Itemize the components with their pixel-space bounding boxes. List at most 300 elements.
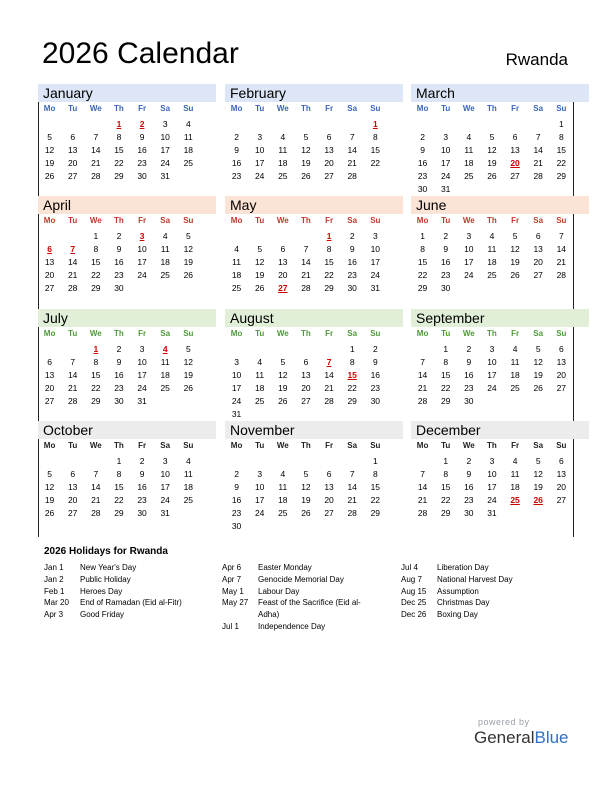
day-cell: 20 bbox=[278, 270, 288, 280]
weekday-label: We bbox=[89, 329, 102, 338]
day-cell: 12 bbox=[183, 357, 194, 367]
weekday-header bbox=[225, 214, 403, 228]
weekday-label: Mo bbox=[230, 329, 243, 338]
empty-cell bbox=[294, 343, 317, 356]
day-cell: 18 bbox=[510, 370, 520, 380]
weekday-label: Tu bbox=[255, 441, 265, 450]
day-cell: 31 bbox=[231, 409, 242, 419]
day-cell: 17 bbox=[231, 383, 242, 393]
holiday-day-cell: 4 bbox=[162, 344, 168, 354]
day-cell: 23 bbox=[347, 270, 357, 280]
day-cell: 25 bbox=[464, 171, 474, 181]
day-cell: 5 bbox=[535, 456, 541, 466]
day-cell: 6 bbox=[558, 344, 564, 354]
month-name: December bbox=[411, 421, 589, 439]
day-cell: 20 bbox=[67, 158, 78, 168]
day-cell: 17 bbox=[160, 145, 170, 155]
brand-blue: Blue bbox=[534, 728, 569, 747]
weekday-label: Su bbox=[183, 441, 194, 450]
weekday-label: Tu bbox=[441, 441, 451, 450]
day-cell: 9 bbox=[466, 469, 472, 479]
day-cell: 5 bbox=[535, 344, 541, 354]
day-cell: 7 bbox=[420, 469, 425, 479]
brand-general: General bbox=[474, 728, 535, 747]
day-cell: 18 bbox=[183, 482, 194, 492]
weekday-label: Su bbox=[556, 216, 567, 225]
day-cell: 24 bbox=[487, 495, 497, 505]
day-cell: 22 bbox=[417, 270, 428, 280]
day-cell: 16 bbox=[114, 257, 124, 267]
day-cell: 7 bbox=[535, 132, 541, 142]
day-cell: 2 bbox=[139, 456, 145, 466]
empty-cell bbox=[411, 343, 434, 356]
empty-cell bbox=[38, 343, 61, 356]
holiday-date: Dec 26 bbox=[401, 610, 427, 620]
day-cell: 15 bbox=[91, 257, 101, 267]
day-cell: 18 bbox=[183, 145, 194, 155]
weekday-label: Th bbox=[114, 216, 124, 225]
day-cell: 18 bbox=[487, 257, 497, 267]
day-cell: 22 bbox=[324, 270, 334, 280]
weekday-label: We bbox=[276, 441, 289, 450]
day-cell: 14 bbox=[556, 244, 567, 254]
weekday-label: Sa bbox=[347, 104, 358, 113]
day-cell: 21 bbox=[417, 495, 428, 505]
day-cell: 31 bbox=[370, 283, 381, 293]
day-cell: 23 bbox=[370, 383, 381, 393]
day-cell: 4 bbox=[512, 456, 518, 466]
day-cell: 30 bbox=[347, 283, 357, 293]
day-cell: 6 bbox=[326, 469, 332, 479]
month-may bbox=[225, 196, 403, 308]
day-cell: 27 bbox=[556, 495, 567, 505]
holiday-day-cell: 15 bbox=[347, 370, 357, 380]
day-cell: 9 bbox=[139, 469, 145, 479]
day-cell: 29 bbox=[440, 396, 451, 406]
day-cell: 22 bbox=[440, 383, 451, 393]
day-cell: 2 bbox=[443, 231, 449, 241]
day-cell: 29 bbox=[114, 171, 124, 181]
day-cell: 13 bbox=[324, 145, 334, 155]
day-cell: 20 bbox=[44, 383, 55, 393]
day-cell: 28 bbox=[417, 396, 428, 406]
day-cell: 7 bbox=[349, 469, 355, 479]
day-cell: 18 bbox=[231, 270, 242, 280]
weekday-label: Sa bbox=[533, 329, 544, 338]
day-cell: 11 bbox=[183, 469, 193, 479]
weekday-label: Fr bbox=[138, 104, 147, 113]
day-cell: 1 bbox=[420, 231, 425, 241]
holiday-row bbox=[222, 574, 378, 586]
holiday-day-cell: 25 bbox=[510, 495, 520, 505]
day-cell: 17 bbox=[254, 495, 265, 505]
holiday-day-cell: 20 bbox=[510, 158, 520, 168]
day-cell: 2 bbox=[234, 132, 239, 142]
day-cell: 21 bbox=[347, 158, 357, 168]
day-cell: 11 bbox=[255, 370, 265, 380]
day-cell: 5 bbox=[489, 132, 495, 142]
day-cell: 8 bbox=[93, 357, 99, 367]
day-cell: 21 bbox=[347, 495, 357, 505]
day-cell: 25 bbox=[254, 396, 265, 406]
empty-cell bbox=[341, 455, 364, 468]
weekday-header bbox=[411, 439, 589, 453]
day-cell: 20 bbox=[44, 270, 55, 280]
day-cell: 22 bbox=[556, 158, 567, 168]
day-cell: 8 bbox=[372, 132, 378, 142]
day-cell: 30 bbox=[137, 171, 147, 181]
weekday-label: Th bbox=[114, 104, 124, 113]
day-cell: 8 bbox=[372, 469, 378, 479]
day-cell: 10 bbox=[231, 370, 242, 380]
day-cell: 2 bbox=[466, 456, 472, 466]
day-cell: 8 bbox=[326, 244, 332, 254]
day-cell: 4 bbox=[489, 231, 495, 241]
day-cell: 23 bbox=[417, 171, 428, 181]
day-cell: 11 bbox=[487, 244, 497, 254]
day-cell: 30 bbox=[464, 396, 474, 406]
day-cell: 16 bbox=[417, 158, 428, 168]
weekday-label: Sa bbox=[533, 104, 544, 113]
holiday-row bbox=[222, 562, 378, 574]
month-november bbox=[225, 421, 403, 533]
empty-cell bbox=[225, 230, 248, 243]
day-grid bbox=[225, 343, 403, 421]
day-cell: 24 bbox=[254, 508, 265, 518]
weekday-header bbox=[38, 327, 216, 341]
day-cell: 19 bbox=[278, 383, 288, 393]
holiday-date: Jan 2 bbox=[44, 574, 64, 584]
day-cell: 18 bbox=[254, 383, 265, 393]
day-cell: 29 bbox=[347, 396, 357, 406]
empty-cell bbox=[271, 455, 294, 468]
day-cell: 8 bbox=[443, 469, 449, 479]
day-cell: 16 bbox=[440, 257, 451, 267]
day-cell: 26 bbox=[44, 171, 55, 181]
day-cell: 25 bbox=[160, 383, 170, 393]
day-cell: 5 bbox=[303, 132, 309, 142]
holiday-row bbox=[401, 597, 557, 609]
holiday-row bbox=[44, 586, 200, 598]
day-cell: 24 bbox=[137, 270, 147, 280]
holiday-date: May 27 bbox=[222, 598, 249, 608]
holiday-date: Jul 4 bbox=[401, 563, 418, 572]
weekday-label: Sa bbox=[533, 216, 544, 225]
weekday-header bbox=[38, 102, 216, 116]
day-cell: 5 bbox=[303, 469, 309, 479]
day-cell: 21 bbox=[324, 383, 334, 393]
day-cell: 14 bbox=[301, 257, 311, 267]
holiday-day-cell: 7 bbox=[326, 357, 332, 367]
day-cell: 7 bbox=[349, 132, 355, 142]
weekday-header bbox=[411, 327, 589, 341]
day-cell: 7 bbox=[303, 244, 309, 254]
day-cell: 27 bbox=[67, 171, 78, 181]
weekday-label: Sa bbox=[533, 441, 544, 450]
country-name: Rwanda bbox=[505, 50, 568, 69]
holiday-date: Apr 7 bbox=[222, 574, 242, 584]
day-cell: 23 bbox=[114, 383, 124, 393]
month-july bbox=[38, 309, 216, 421]
day-cell: 13 bbox=[44, 257, 55, 267]
empty-cell bbox=[84, 118, 107, 131]
weekday-label: Su bbox=[370, 329, 381, 338]
day-cell: 6 bbox=[326, 132, 332, 142]
day-cell: 24 bbox=[160, 495, 170, 505]
month-name: April bbox=[38, 196, 216, 214]
day-grid bbox=[411, 343, 589, 408]
day-cell: 26 bbox=[533, 383, 543, 393]
day-cell: 19 bbox=[44, 158, 55, 168]
day-cell: 25 bbox=[487, 270, 497, 280]
day-cell: 22 bbox=[370, 495, 381, 505]
day-cell: 14 bbox=[67, 370, 78, 380]
holiday-name: New Year's Day bbox=[80, 563, 137, 572]
day-cell: 17 bbox=[137, 257, 147, 267]
weekday-label: We bbox=[276, 104, 289, 113]
day-cell: 19 bbox=[254, 270, 265, 280]
weekday-header bbox=[38, 214, 216, 228]
weekday-label: We bbox=[462, 104, 475, 113]
day-cell: 30 bbox=[370, 396, 381, 406]
empty-cell bbox=[248, 230, 271, 243]
holiday-name: Boxing Day bbox=[437, 610, 478, 620]
day-cell: 15 bbox=[440, 370, 451, 380]
holiday-day-cell: 7 bbox=[70, 244, 76, 254]
empty-cell bbox=[271, 118, 294, 131]
day-cell: 15 bbox=[417, 257, 428, 267]
day-cell: 26 bbox=[183, 270, 194, 280]
day-cell: 10 bbox=[137, 244, 147, 254]
day-cell: 30 bbox=[440, 283, 451, 293]
weekday-label: Sa bbox=[160, 329, 171, 338]
weekday-label: Tu bbox=[68, 329, 78, 338]
day-cell: 22 bbox=[114, 495, 124, 505]
weekday-header bbox=[411, 214, 589, 228]
day-cell: 28 bbox=[67, 283, 78, 293]
day-cell: 17 bbox=[254, 158, 265, 168]
weekday-label: Fr bbox=[511, 441, 520, 450]
day-cell: 26 bbox=[44, 508, 55, 518]
day-cell: 7 bbox=[558, 231, 564, 241]
holiday-date: Apr 6 bbox=[222, 563, 242, 572]
day-cell: 28 bbox=[533, 171, 543, 181]
holiday-row bbox=[401, 562, 557, 574]
weekday-label: We bbox=[462, 329, 475, 338]
weekday-label: Fr bbox=[138, 441, 147, 450]
day-cell: 8 bbox=[116, 132, 122, 142]
day-cell: 6 bbox=[558, 456, 564, 466]
day-cell: 27 bbox=[67, 508, 78, 518]
day-cell: 24 bbox=[254, 171, 265, 181]
weekday-label: Mo bbox=[43, 441, 56, 450]
empty-cell bbox=[61, 343, 84, 356]
day-cell: 15 bbox=[91, 370, 101, 380]
day-cell: 18 bbox=[278, 495, 288, 505]
weekday-label: Th bbox=[301, 329, 311, 338]
day-cell: 8 bbox=[558, 132, 564, 142]
day-cell: 8 bbox=[116, 469, 122, 479]
empty-cell bbox=[411, 455, 434, 468]
day-cell: 7 bbox=[420, 357, 425, 367]
day-cell: 9 bbox=[466, 357, 472, 367]
day-cell: 3 bbox=[489, 456, 495, 466]
holiday-row bbox=[222, 597, 378, 621]
holiday-day-cell: 6 bbox=[47, 244, 52, 254]
day-cell: 9 bbox=[420, 145, 425, 155]
day-cell: 22 bbox=[91, 270, 101, 280]
day-cell: 27 bbox=[301, 396, 311, 406]
weekday-label: Tu bbox=[441, 216, 451, 225]
day-cell: 11 bbox=[183, 132, 193, 142]
day-cell: 14 bbox=[347, 145, 357, 155]
day-cell: 22 bbox=[114, 158, 124, 168]
holiday-name: Easter Monday bbox=[258, 563, 312, 572]
day-cell: 15 bbox=[556, 145, 567, 155]
day-cell: 14 bbox=[417, 482, 428, 492]
day-grid bbox=[38, 343, 216, 408]
weekday-label: Fr bbox=[325, 104, 334, 113]
day-cell: 30 bbox=[114, 283, 124, 293]
day-cell: 27 bbox=[556, 383, 567, 393]
weekday-label: Su bbox=[370, 216, 381, 225]
generalblue-logo[interactable] bbox=[474, 728, 569, 748]
day-cell: 16 bbox=[114, 370, 124, 380]
weekday-label: We bbox=[462, 216, 475, 225]
empty-cell bbox=[457, 118, 480, 131]
day-cell: 12 bbox=[533, 469, 543, 479]
weekday-label: Mo bbox=[416, 329, 429, 338]
holiday-date: Jan 1 bbox=[44, 563, 64, 572]
day-cell: 11 bbox=[510, 469, 520, 479]
day-grid bbox=[38, 230, 216, 295]
day-cell: 24 bbox=[370, 270, 381, 280]
day-cell: 31 bbox=[160, 508, 170, 518]
day-cell: 14 bbox=[324, 370, 334, 380]
day-cell: 10 bbox=[254, 482, 265, 492]
day-cell: 20 bbox=[556, 370, 567, 380]
empty-cell bbox=[318, 343, 341, 356]
day-grid bbox=[225, 455, 403, 533]
empty-cell bbox=[38, 118, 61, 131]
day-cell: 7 bbox=[70, 357, 76, 367]
day-cell: 27 bbox=[533, 270, 543, 280]
weekday-label: Mo bbox=[43, 216, 56, 225]
day-cell: 4 bbox=[280, 132, 286, 142]
weekday-label: We bbox=[462, 441, 475, 450]
day-cell: 9 bbox=[234, 145, 239, 155]
empty-cell bbox=[225, 343, 248, 356]
day-cell: 13 bbox=[67, 145, 78, 155]
weekday-label: Fr bbox=[511, 104, 520, 113]
day-grid bbox=[411, 118, 589, 196]
day-cell: 22 bbox=[440, 495, 451, 505]
day-cell: 30 bbox=[417, 184, 428, 194]
day-cell: 6 bbox=[535, 231, 541, 241]
day-cell: 19 bbox=[510, 257, 520, 267]
day-cell: 15 bbox=[370, 482, 381, 492]
day-cell: 17 bbox=[160, 482, 170, 492]
day-cell: 21 bbox=[91, 158, 101, 168]
weekday-label: Fr bbox=[138, 216, 147, 225]
day-cell: 31 bbox=[137, 396, 147, 406]
month-october bbox=[38, 421, 216, 533]
day-cell: 5 bbox=[47, 132, 52, 142]
month-march bbox=[411, 84, 589, 196]
weekday-label: Sa bbox=[160, 104, 171, 113]
day-cell: 8 bbox=[93, 244, 99, 254]
day-cell: 19 bbox=[44, 495, 55, 505]
day-cell: 12 bbox=[44, 482, 55, 492]
day-cell: 28 bbox=[347, 171, 357, 181]
day-cell: 23 bbox=[464, 495, 474, 505]
weekday-label: We bbox=[89, 441, 102, 450]
day-cell: 6 bbox=[512, 132, 518, 142]
day-cell: 11 bbox=[232, 257, 241, 267]
empty-cell bbox=[341, 118, 364, 131]
day-cell: 2 bbox=[234, 469, 239, 479]
weekday-label: Tu bbox=[441, 104, 451, 113]
day-cell: 30 bbox=[137, 508, 147, 518]
weekday-label: Tu bbox=[68, 104, 78, 113]
weekday-header bbox=[225, 327, 403, 341]
day-cell: 11 bbox=[278, 145, 288, 155]
day-cell: 18 bbox=[464, 158, 474, 168]
day-cell: 10 bbox=[440, 145, 451, 155]
day-cell: 17 bbox=[487, 370, 497, 380]
day-cell: 10 bbox=[254, 145, 265, 155]
weekday-label: We bbox=[89, 104, 102, 113]
holiday-row bbox=[222, 621, 378, 633]
day-cell: 4 bbox=[162, 231, 168, 241]
weekday-label: We bbox=[276, 329, 289, 338]
day-cell: 5 bbox=[185, 231, 191, 241]
holiday-row bbox=[44, 609, 200, 621]
day-cell: 5 bbox=[185, 344, 191, 354]
month-name: May bbox=[225, 196, 403, 214]
day-grid bbox=[225, 230, 403, 295]
day-cell: 12 bbox=[487, 145, 497, 155]
powered-by-text: powered by bbox=[478, 717, 530, 727]
month-name: August bbox=[225, 309, 403, 327]
day-cell: 30 bbox=[464, 508, 474, 518]
weekday-label: Mo bbox=[43, 329, 56, 338]
holiday-date: Apr 3 bbox=[44, 610, 64, 620]
day-cell: 20 bbox=[67, 495, 78, 505]
day-cell: 10 bbox=[137, 357, 147, 367]
day-cell: 27 bbox=[44, 283, 55, 293]
day-cell: 4 bbox=[280, 469, 286, 479]
holiday-day-cell: 1 bbox=[372, 119, 378, 129]
holiday-name: Public Holiday bbox=[80, 574, 131, 584]
day-cell: 17 bbox=[440, 158, 451, 168]
month-name: March bbox=[411, 84, 589, 102]
day-cell: 31 bbox=[160, 171, 170, 181]
day-cell: 31 bbox=[440, 184, 451, 194]
day-cell: 14 bbox=[347, 482, 357, 492]
day-cell: 1 bbox=[349, 344, 355, 354]
day-cell: 23 bbox=[464, 383, 474, 393]
holiday-row bbox=[401, 609, 557, 621]
weekday-label: Su bbox=[183, 216, 194, 225]
day-cell: 21 bbox=[67, 383, 78, 393]
day-cell: 17 bbox=[370, 257, 381, 267]
month-name: January bbox=[38, 84, 216, 102]
day-cell: 23 bbox=[440, 270, 451, 280]
holiday-name: Independence Day bbox=[258, 621, 326, 631]
weekday-label: Tu bbox=[68, 441, 78, 450]
day-cell: 14 bbox=[417, 370, 428, 380]
